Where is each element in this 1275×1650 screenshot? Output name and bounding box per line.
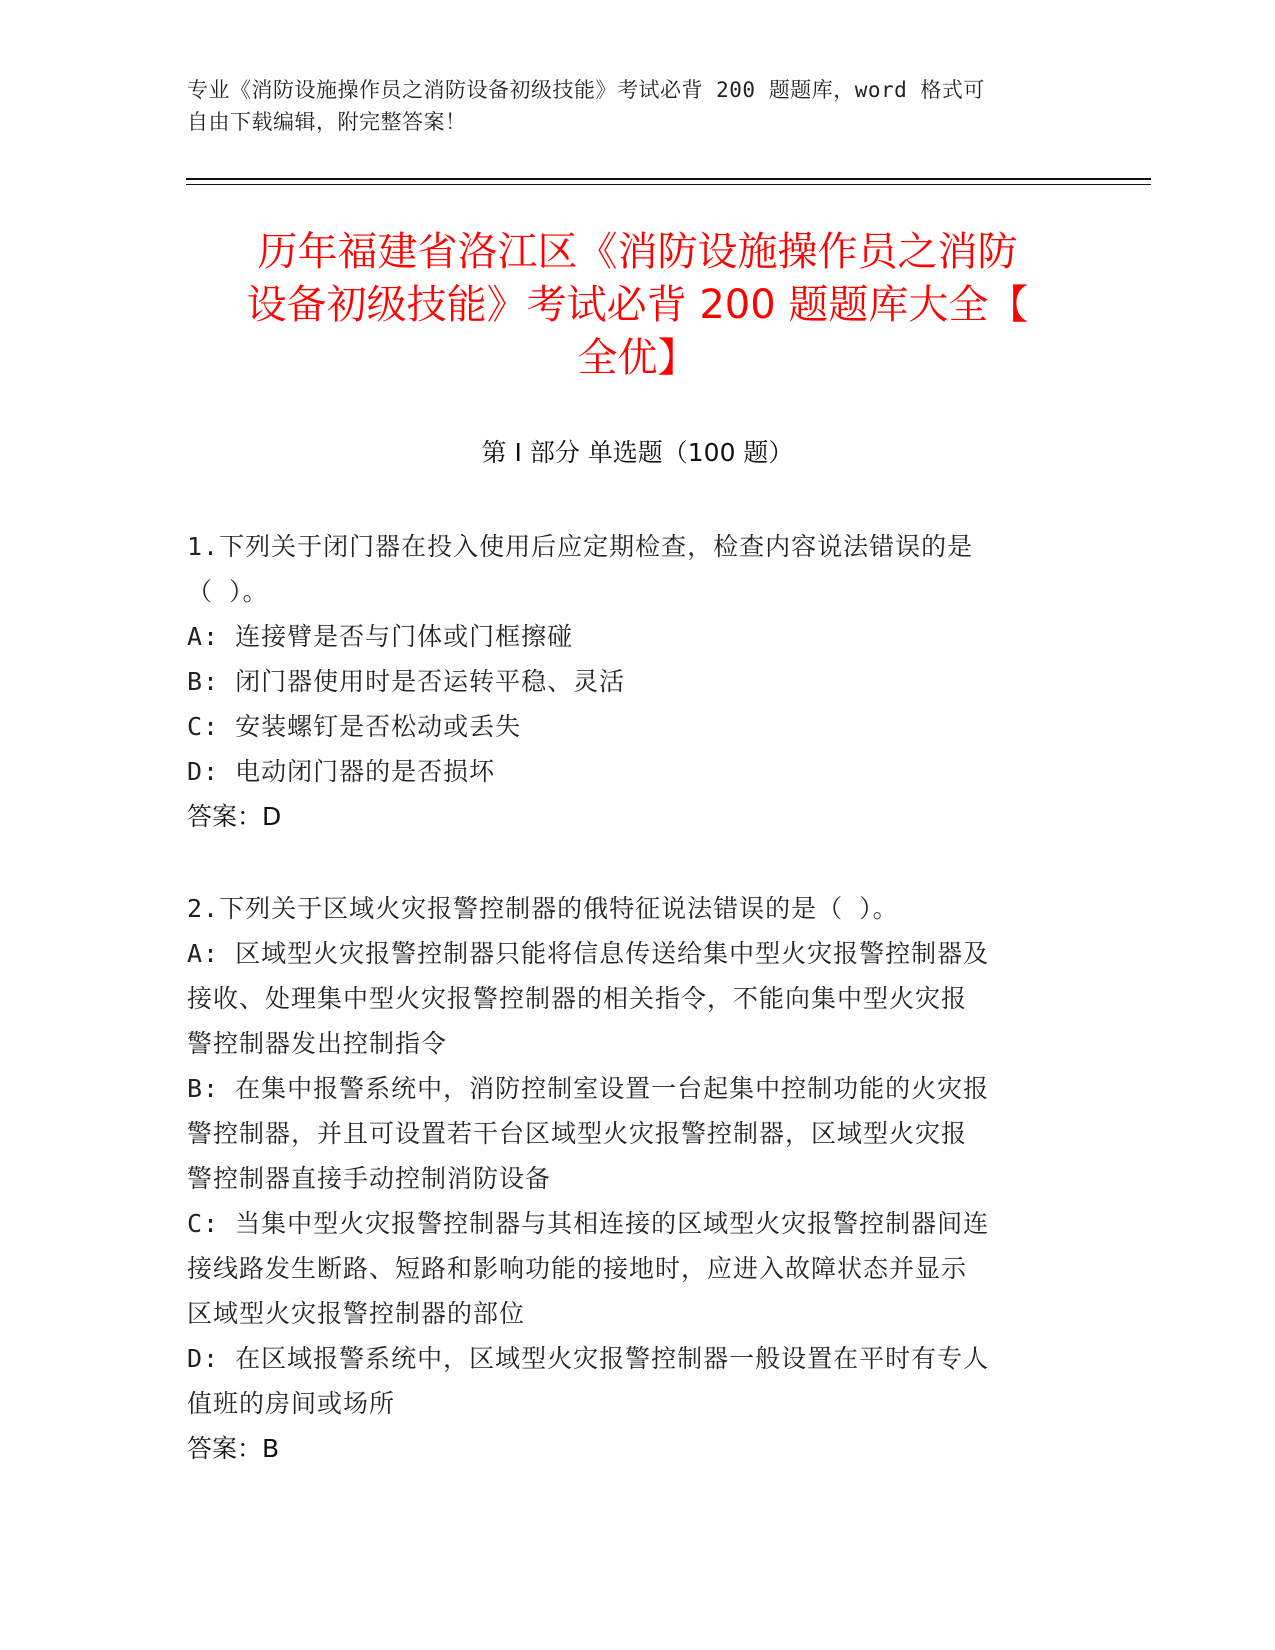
header-note	[187, 74, 1067, 138]
option-c: C: 安装螺钉是否松动或丢失	[187, 712, 522, 741]
header-divider-thin	[186, 184, 1151, 185]
document-title	[150, 226, 1125, 385]
header-note-line: 自由下载编辑，附完整答案！	[187, 110, 467, 134]
option-d: D: 在区域报警系统中，区域型火灾报警控制器一般设置在平时有专人	[187, 1344, 990, 1373]
section-title: 第 I 部分 单选题（100 题）	[481, 438, 794, 467]
option-b-cont: 警控制器直接手动控制消防设备	[187, 1164, 552, 1193]
option-b: B: 在集中报警系统中，消防控制室设置一台起集中控制功能的火灾报	[187, 1074, 990, 1103]
header-divider-thick	[186, 178, 1151, 180]
option-a: A: 连接臂是否与门体或门框擦碰	[187, 622, 574, 651]
question-stem: （ ）。	[187, 577, 269, 606]
option-a: A: 区域型火灾报警控制器只能将信息传送给集中型火灾报警控制器及	[187, 939, 990, 968]
option-c-cont: 区域型火灾报警控制器的部位	[187, 1299, 526, 1328]
document-title-line: 历年福建省洛江区《消防设施操作员之消防	[257, 229, 1018, 275]
question-item	[187, 524, 1067, 839]
option-d-cont: 值班的房间或场所	[187, 1389, 396, 1418]
document-title-line: 设备初级技能》考试必背 200 题题库大全【	[246, 282, 1029, 328]
answer-label: 答案：D	[187, 802, 282, 831]
question-item	[187, 886, 1067, 1471]
option-d: D: 电动闭门器的是否损坏	[187, 757, 496, 786]
question-stem: 1.下列关于闭门器在投入使用后应定期检查，检查内容说法错误的是	[187, 532, 974, 561]
answer-label: 答案：B	[187, 1434, 280, 1463]
document-title-line: 全优】	[577, 335, 698, 381]
option-b-cont: 警控制器，并且可设置若干台区域型火灾报警控制器，区域型火灾报	[187, 1119, 968, 1148]
header-note-line: 专业《消防设施操作员之消防设备初级技能》考试必背 200 题题库，word 格式可	[187, 78, 985, 102]
option-c: C: 当集中型火灾报警控制器与其相连接的区域型火灾报警控制器间连	[187, 1209, 990, 1238]
option-a-cont: 接收、处理集中型火灾报警控制器的相关指令，不能向集中型火灾报	[187, 984, 968, 1013]
question-stem: 2.下列关于区域火灾报警控制器的俄特征说法错误的是（ ）。	[187, 894, 899, 923]
option-c-cont: 接线路发生断路、短路和影响功能的接地时，应进入故障状态并显示	[187, 1254, 968, 1283]
option-b: B: 闭门器使用时是否运转平稳、灵活	[187, 667, 626, 696]
option-a-cont: 警控制器发出控制指令	[187, 1029, 448, 1058]
